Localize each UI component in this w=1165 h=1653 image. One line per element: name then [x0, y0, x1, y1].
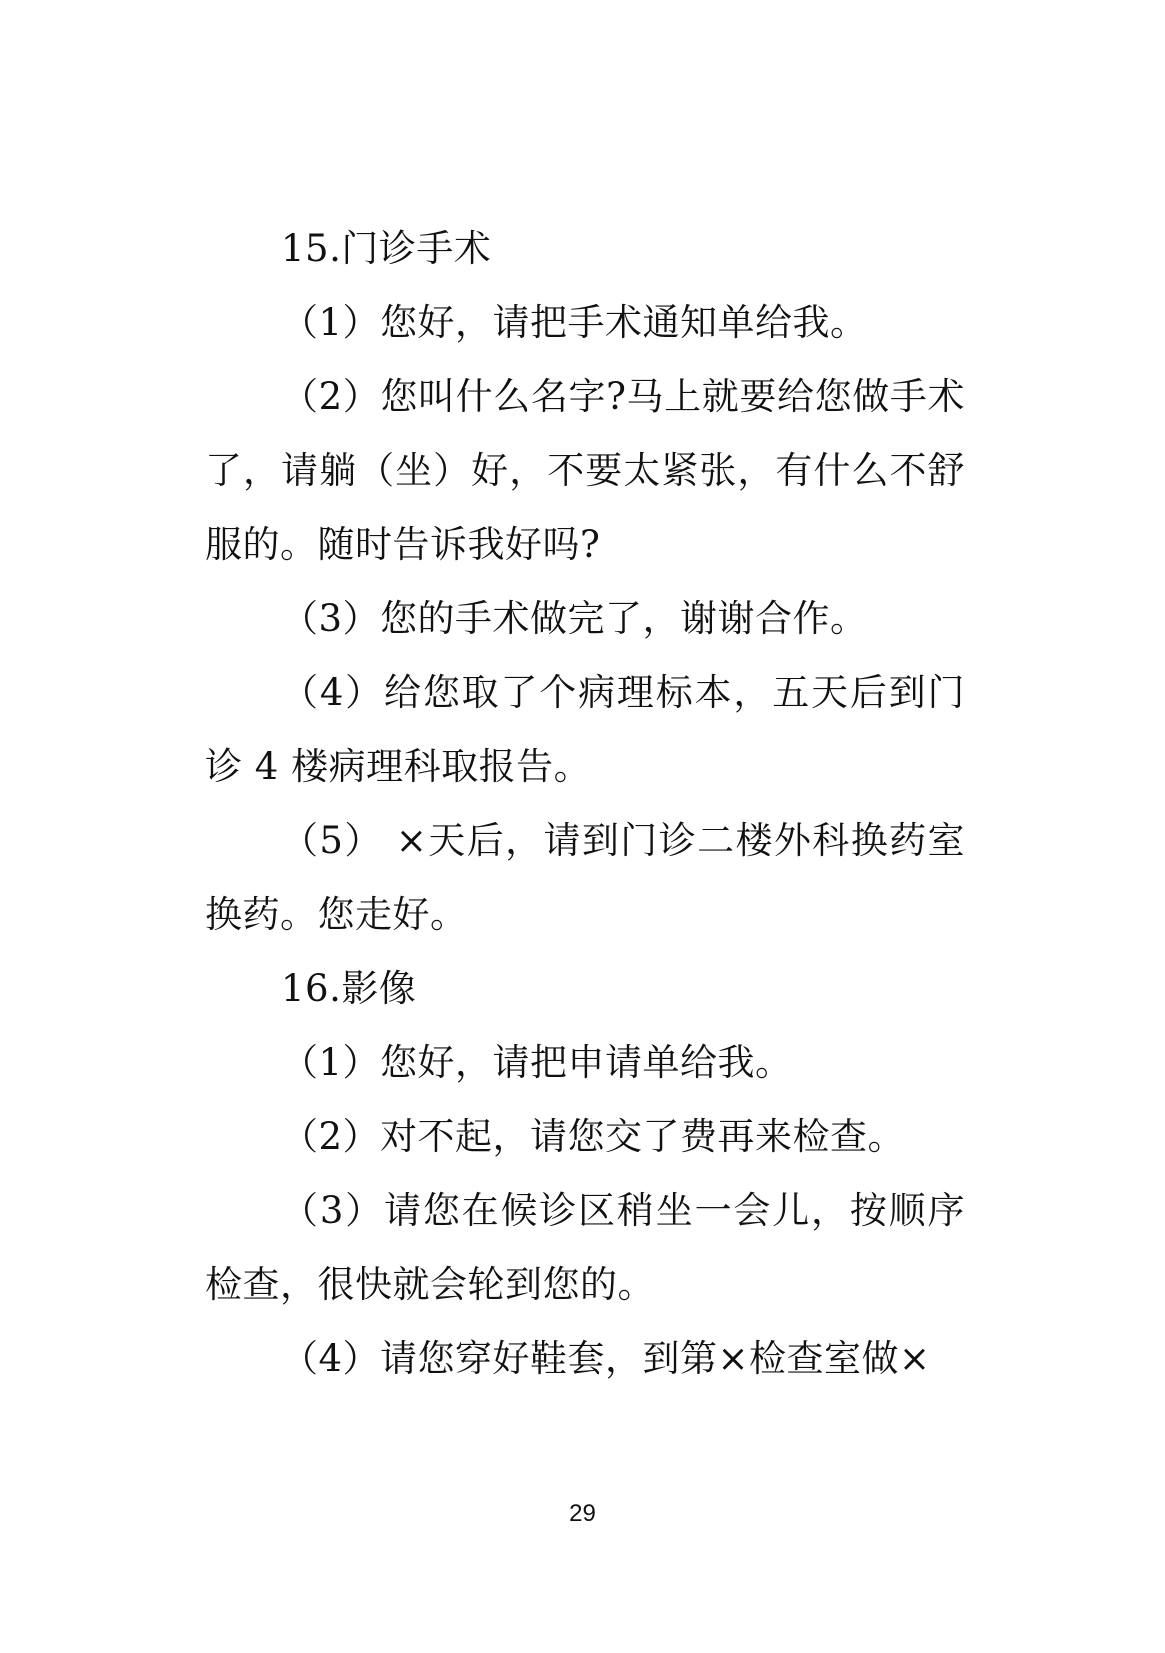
- section-heading-outpatient-surgery: 15.门诊手术: [281, 227, 492, 270]
- paragraph-surgery-5: （5） ×天后，请到门诊二楼外科换药室换药。您走好。: [205, 819, 965, 936]
- paragraph-imaging-3: （3）请您在候诊区稍坐一会儿，按顺序检查，很快就会轮到您的。: [205, 1189, 965, 1306]
- paragraph-surgery-2: （2）您叫什么名字?马上就要给您做手术了，请躺（坐）好，不要太紧张，有什么不舒服的。随时告诉我好吗?: [205, 375, 965, 566]
- paragraph-surgery-3: （3）您的手术做完了，谢谢合作。: [281, 597, 868, 640]
- document-body: [205, 212, 965, 1396]
- paragraph-imaging-2: （2）对不起，请您交了费再来检查。: [281, 1115, 906, 1158]
- section-heading-imaging: 16.影像: [281, 967, 417, 1010]
- paragraph-surgery-4: （4）给您取了个病理标本，五天后到门诊 4 楼病理科取报告。: [205, 671, 965, 788]
- paragraph-imaging-1: （1）您好，请把申请单给我。: [281, 1041, 793, 1084]
- page-number: 29: [569, 1500, 596, 1527]
- paragraph-imaging-4: （4）请您穿好鞋套，到第×检查室做×: [281, 1337, 931, 1380]
- paragraph-surgery-1: （1）您好，请把手术通知单给我。: [281, 301, 868, 344]
